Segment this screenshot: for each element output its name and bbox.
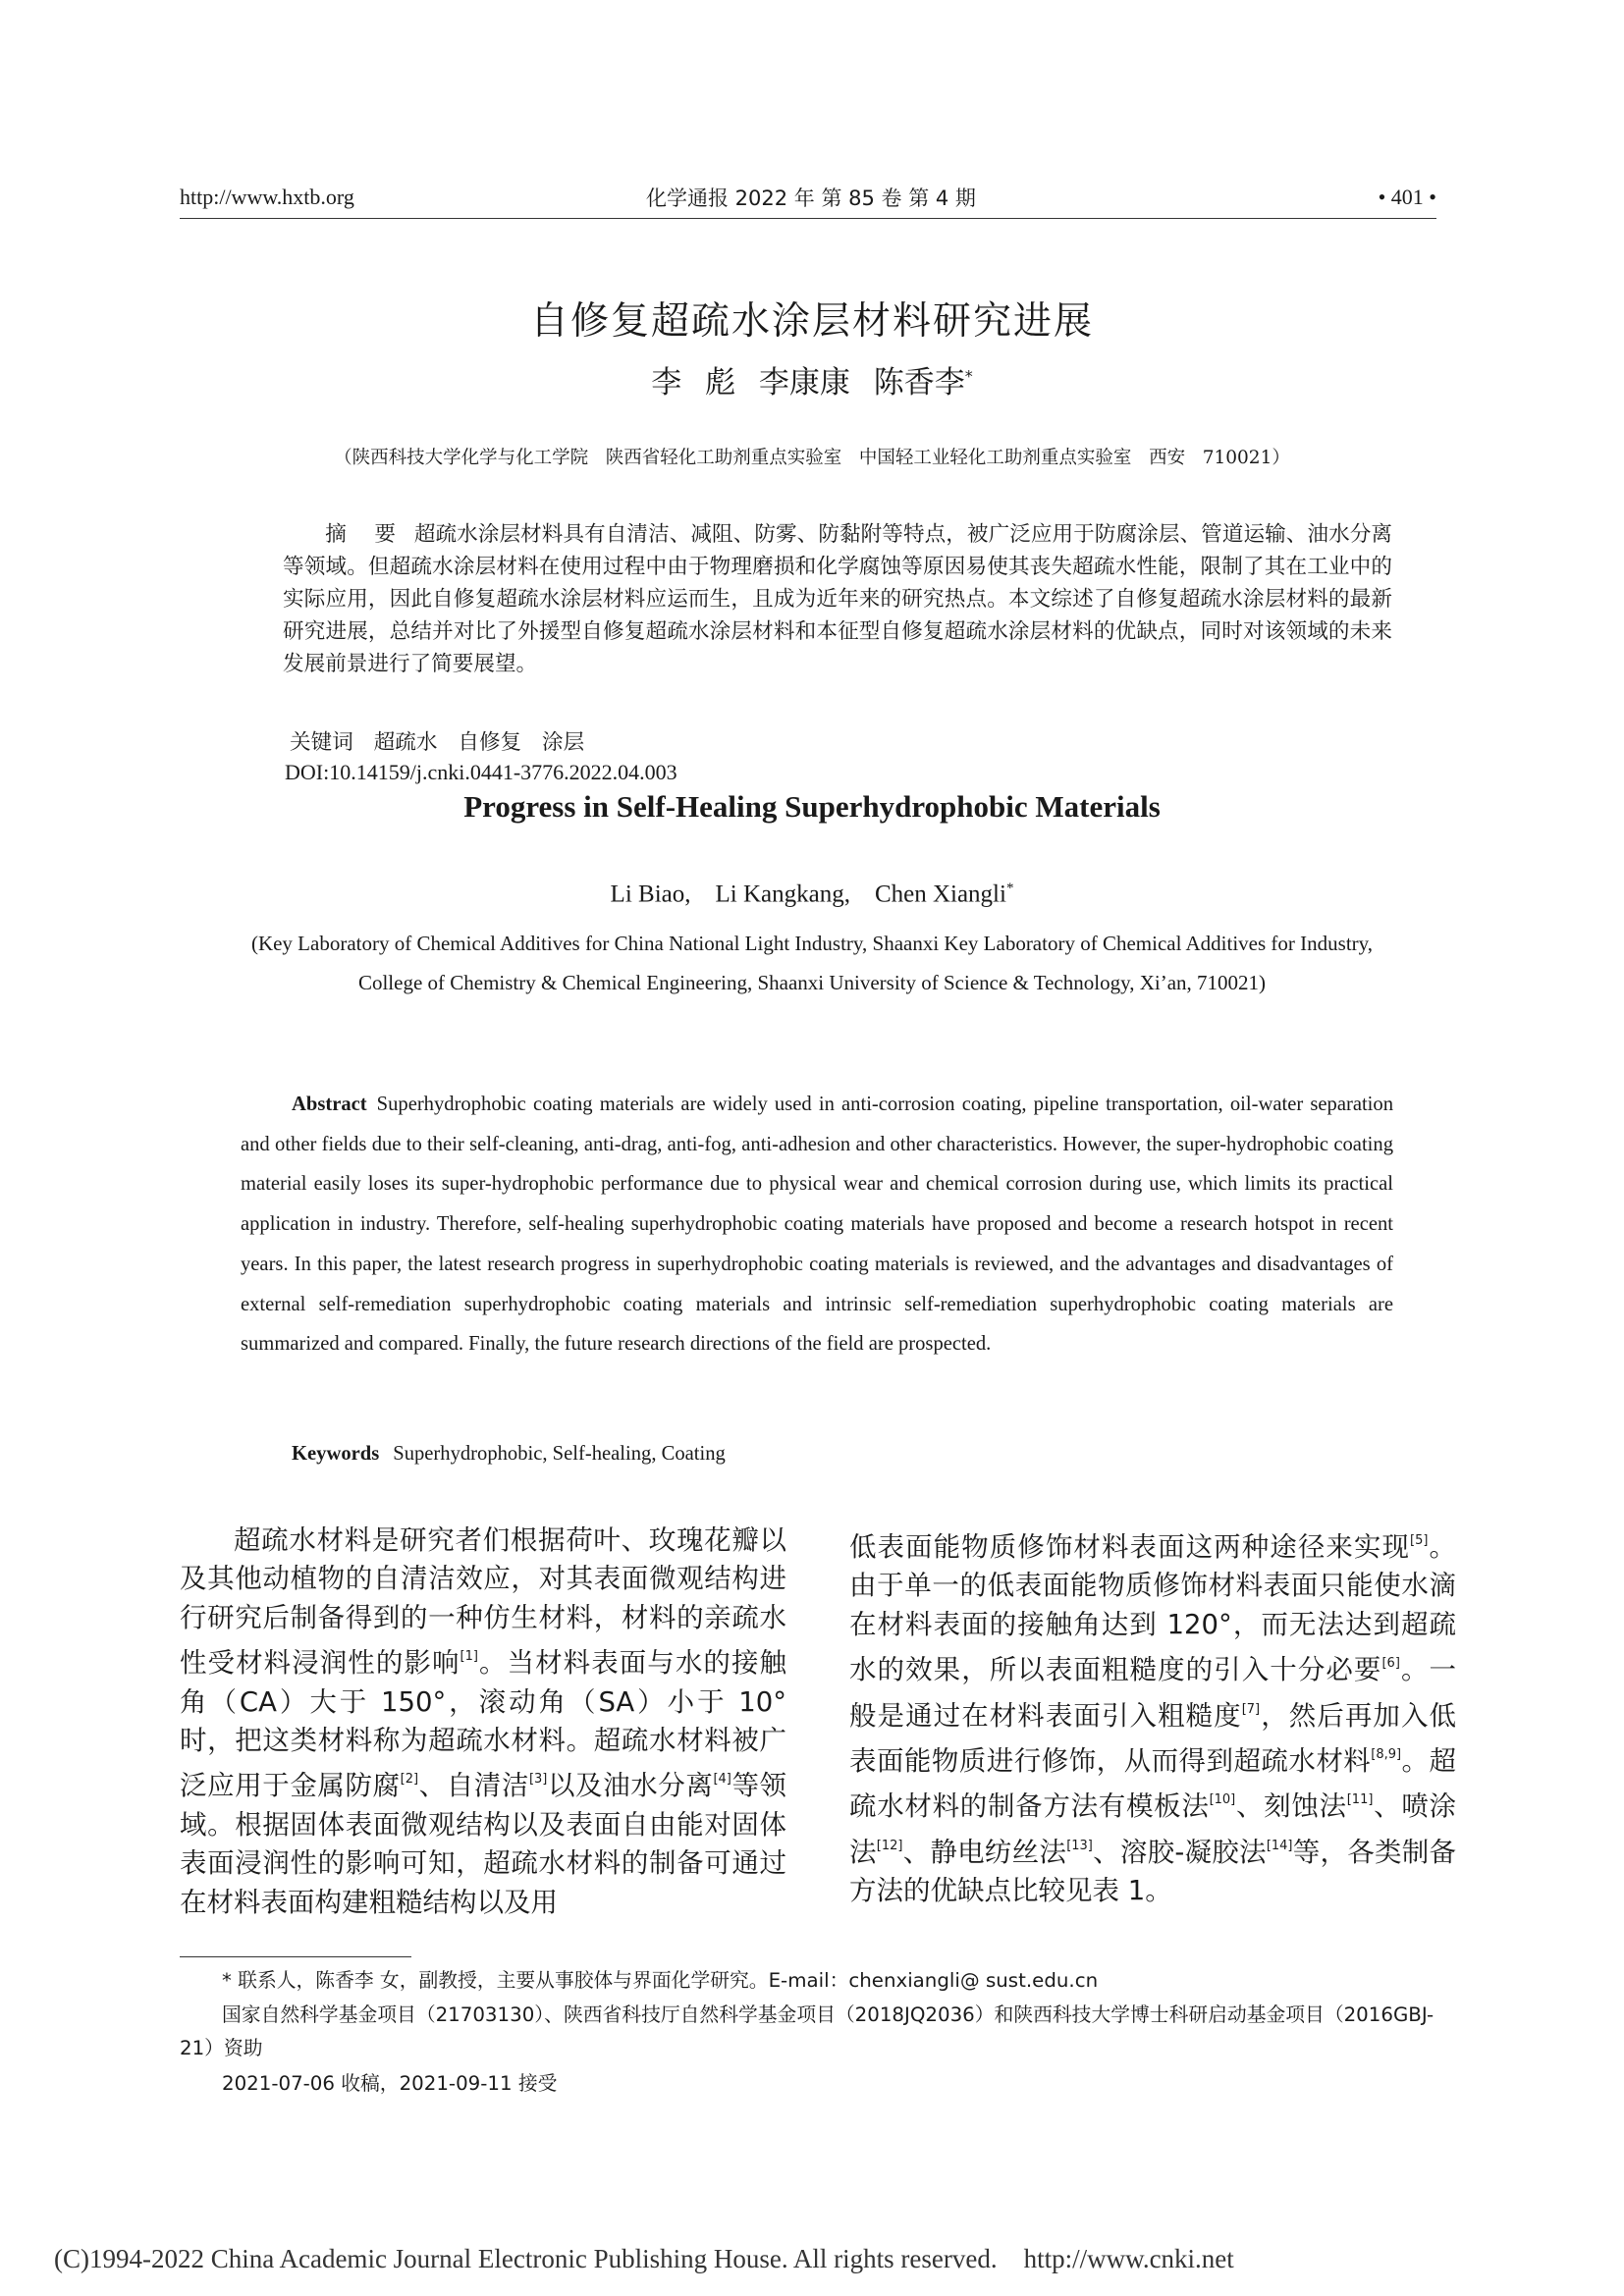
body-column-left (180, 1522, 786, 1922)
en-author-mark: * (1005, 881, 1014, 896)
body-text: 等领域。根据固体表面微观结构以及表面自由能对固体表面浸润性的影响可知，超疏水材料的制备可通过在材料表面构建粗糙结构以及用 (180, 1770, 787, 1918)
en-keywords-label: Keywords (292, 1443, 380, 1465)
body-text: 。超疏水材料的制备方法有模板法 (849, 1745, 1456, 1823)
body-text: 、溶胶-凝胶法 (1092, 1836, 1267, 1868)
en-author-names: Li Biao, Li Kangkang, Chen Xiangli (610, 881, 1006, 908)
body-text: 低表面能物质修饰材料表面这两种途径来实现 (849, 1531, 1411, 1563)
citation-ref[interactable]: [5] (1410, 1533, 1429, 1548)
body-column-right (849, 1522, 1456, 1911)
citation-ref[interactable]: [1] (460, 1649, 478, 1665)
footnote-dates: 2021-07-06 收稿，2021-09-11 接受 (222, 2072, 558, 2095)
en-keywords-text: Superhydrophobic, Self-healing, Coating (393, 1443, 726, 1465)
body-text: 。当材料表面与水的接触角（CA）大于 150°，滚动角（SA）小于 10°时，把这类材料称为超疏水材料。超疏水材料被广泛应用于金属防腐 (180, 1647, 787, 1802)
citation-ref[interactable]: [2] (400, 1772, 419, 1788)
cn-title: 自修复超疏水涂层材料研究进展 (529, 299, 1094, 344)
cn-abstract-label: 摘 要 (325, 522, 406, 547)
cn-keywords-label: 关键词 (290, 730, 353, 755)
citation-ref[interactable]: [8,9] (1371, 1747, 1402, 1763)
cn-abstract-text: 超疏水涂层材料具有自清洁、减阻、防雾、防黏附等特点，被广泛应用于防腐涂层、管道运输、油水分离等领域。但超疏水涂层材料在使用过程中由于物理磨损和化学腐蚀等原因易使其丧失超疏水性能，限制了其在工业中的实际应用，因此自修复超疏水涂层材料应运而生，且成为近年来的研究热点。本文综述了自修复超疏水涂层材料的最新研究进展，总结并对比了外援型自修复超疏水涂层材料和本征型自修复超疏水涂层材料的优缺点，同时对该领域的未来发展前景进行了简要展望。 (283, 522, 1393, 676)
en-abstract-text: Superhydrophobic coating materials are widely used in anti-corrosion coating, pipeline transportation, oil-water separation and other fields due to their self-cleaning, anti-drag, anti-fog, anti-adhesion and other characteristics. However, the super-hydrophobic coating material easily loses its super-hydrophobic performance due to physical wear and chemical corrosion during use, which limits its practical application in industry. Therefore, self-healing superhydrophobic coating materials have proposed and become a research hotspot in recent years. In this paper, the latest research progress in superhydrophobic coating materials is reviewed, and the advantages and disadvantages of external self-remediation superhydrophobic coating materials and intrinsic self-remediation superhydrophobic coating materials are summarized and compared. Finally, the future research directions of the field are prospected. (241, 1094, 1393, 1356)
body-text: 、静电纺丝法 (902, 1836, 1067, 1868)
copyright-watermark: (C)1994-2022 China Academic Journal Electronic Publishing House. All rights reserved. http://www.cnki.net (54, 2244, 1234, 2273)
body-text: 、刻蚀法 (1235, 1790, 1347, 1823)
citation-ref[interactable]: [13] (1066, 1838, 1093, 1853)
body-text: 。一般是通过在材料表面引入粗糙度 (849, 1654, 1457, 1732)
cn-authors (0, 357, 1624, 401)
footnote-funding: 国家自然科学基金项目（21703130）、陕西省科技厅自然科学基金项目（2018JQ2036）和陕西科技大学博士科研启动基金项目（2016GBJ-21）资助 (180, 2003, 1435, 2059)
running-header (180, 181, 1436, 216)
body-text: 以及油水分离 (547, 1770, 714, 1802)
cn-affiliation: （陕西科技大学化学与化工学院 陕西省轻化工助剂重点实验室 中国轻工业轻化工助剂重点实验室 西安 710021） (334, 448, 1290, 468)
en-keywords (292, 1443, 726, 1466)
en-authors (0, 881, 1624, 908)
body-text: 、喷涂法 (849, 1790, 1457, 1868)
page-number: • 401 • (1378, 185, 1436, 209)
footnote-rule (180, 1956, 411, 1957)
doi[interactable]: DOI:10.14159/j.cnki.0441-3776.2022.04.003 (285, 760, 677, 784)
cn-keywords (290, 725, 584, 756)
en-abstract-label: Abstract (292, 1094, 367, 1115)
cn-author-names: 李 彪 李康康 陈香李 (651, 365, 965, 400)
citation-ref[interactable]: [6] (1381, 1656, 1400, 1672)
body-text: 、自清洁 (418, 1770, 529, 1802)
journal-issue: 化学通报 2022 年 第 85 卷 第 4 期 (646, 187, 976, 210)
body-text: 等，各类制备方法的优缺点比较见表 1。 (849, 1836, 1456, 1907)
body-text: ，然后再加入低表面能物质进行修饰，从而得到超疏水材料 (849, 1699, 1456, 1778)
citation-ref[interactable]: [11] (1346, 1792, 1374, 1808)
en-title: Progress in Self-Healing Superhydrophobic Materials (463, 789, 1161, 824)
cn-keyword: 超疏水 (373, 730, 438, 755)
cn-abstract (283, 518, 1392, 680)
en-affiliation: (Key Laboratory of Chemical Additives for China National Light Industry, Shaanxi Key Laboratory of Chemical Additives for Industry, College of Chemistry & Chemical Engineering, Shaanxi University of Science & Technology, Xi’an, 710021) (250, 932, 1374, 994)
citation-ref[interactable]: [4] (713, 1772, 731, 1788)
en-abstract (241, 1085, 1393, 1364)
citation-ref[interactable]: [10] (1209, 1792, 1236, 1808)
citation-ref[interactable]: [12] (876, 1838, 903, 1853)
body-text: 。由于单一的低表面能物质修饰材料表面只能使水滴在材料表面的接触角达到 120°，而无法达到超疏水的效果，所以表面粗糙度的引入十分必要 (849, 1531, 1457, 1686)
body-text: 超疏水材料是研究者们根据荷叶、玫瑰花瓣以及其他动植物的自清洁效应，对其表面微观结构进行研究后制备得到的一种仿生材料，材料的亲疏水性受材料浸润性的影响 (180, 1524, 786, 1680)
citation-ref[interactable]: [3] (528, 1772, 548, 1788)
header-rule (180, 218, 1436, 219)
citation-ref[interactable]: [7] (1241, 1701, 1261, 1717)
cn-keyword: 涂层 (542, 730, 585, 755)
cn-author-mark: * (964, 366, 973, 386)
citation-ref[interactable]: [14] (1266, 1838, 1293, 1853)
journal-url[interactable]: http://www.hxtb.org (180, 185, 354, 209)
footnote-corresponding: * 联系人，陈香李 女，副教授，主要从事胶体与界面化学研究。E-mail：chenxiangli@ sust.edu.cn (222, 1969, 1099, 1992)
cn-keyword: 自修复 (458, 730, 522, 755)
